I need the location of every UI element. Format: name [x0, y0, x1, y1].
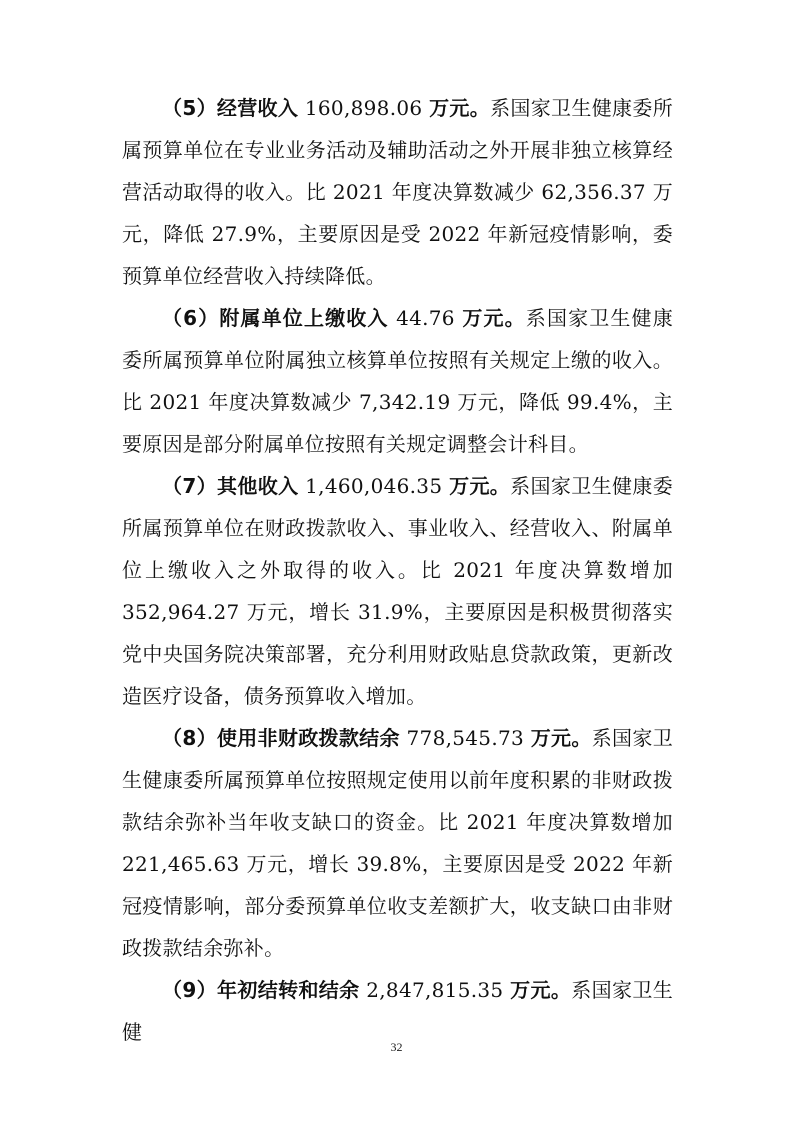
amount-unit: 万元。 — [449, 474, 511, 498]
amount-value: 1,460,046.35 — [298, 474, 450, 498]
paragraph-operating-income — [122, 87, 673, 297]
section-heading: （7）其他收入 — [162, 474, 299, 498]
document-body — [122, 87, 673, 1053]
paragraph-text: 系国家卫生健 — [122, 978, 674, 1044]
amount-value: 778,545.73 — [399, 726, 531, 750]
amount-value: 2,847,815.35 — [359, 978, 511, 1002]
paragraph-other-income — [122, 465, 673, 717]
paragraph-subsidiary-income — [122, 297, 673, 465]
paragraph-text: 系国家卫生健康委所属预算单位按照规定使用以前年度积累的非财政拨款结余弥补当年收支缺口的资金。比 2021 年度决算数增加 221,465.63 万元，增长 39.8%，主要原因是受 2022 年新冠疫情影响，部分委预算单位收支差额扩大，收支缺口由非财政拨款结余弥补。 — [122, 726, 673, 960]
section-heading: （9）年初结转和结余 — [162, 978, 360, 1002]
paragraph-text: 系国家卫生健康委所属预算单位在财政拨款收入、事业收入、经营收入、附属单位上缴收入之外取得的收入。比 2021 年度决算数增加 352,964.27 万元，增长 31.9%，主要原因是积极贯彻落实党中央国务院决策部署，充分利用财政贴息贷款政策，更新改造医疗设备，债务预算收入增加。 — [122, 474, 673, 708]
amount-value: 160,898.06 — [298, 96, 430, 120]
section-heading: （5）经营收入 — [162, 96, 299, 120]
amount-unit: 万元。 — [530, 726, 592, 750]
amount-unit: 万元。 — [462, 306, 526, 330]
amount-unit: 万元。 — [510, 978, 572, 1002]
paragraph-text: 系国家卫生健康委所属预算单位附属独立核算单位按照有关规定上缴的收入。比 2021 年度决算数减少 7,342.19 万元，降低 99.4%，主要原因是部分附属单位按照有关规定调整会计科目。 — [122, 306, 673, 456]
paragraph-text: 系国家卫生健康委所属预算单位在专业业务活动及辅助活动之外开展非独立核算经营活动取得的收入。比 2021 年度决算数减少 62,356.37 万元，降低 27.9%，主要原因是受 2022 年新冠疫情影响，委预算单位经营收入持续降低。 — [122, 96, 673, 288]
amount-value: 44.76 — [388, 306, 463, 330]
page-number: 32 — [390, 1040, 403, 1054]
paragraph-non-fiscal-surplus — [122, 717, 673, 969]
amount-unit: 万元。 — [429, 96, 491, 120]
section-heading: （6）附属单位上缴收入 — [162, 306, 389, 330]
section-heading: （8）使用非财政拨款结余 — [162, 726, 400, 750]
